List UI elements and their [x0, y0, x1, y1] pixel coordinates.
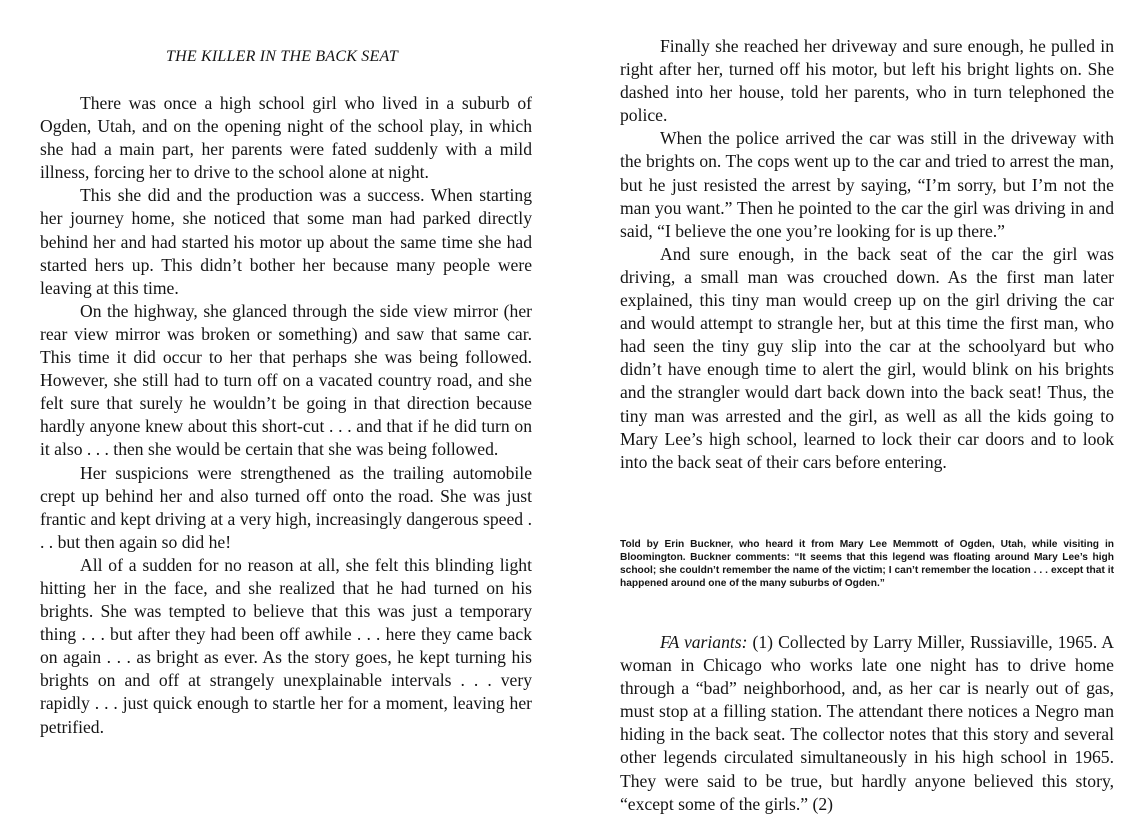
paragraph: And sure enough, in the back seat of the car the girl was driving, a small man was crouched down. As the first man later explained, this tiny man would creep up on the girl driving the car and would attempt to strangle her, but at this time the first man, who had seen the tiny guy slip into the car at the schoolyard but who didn’t have enough time to alert the girl, would blink on his brights and the strangler would dart back down into the back seat! Thus, the tiny man was arrested and the girl, as well as all the kids going to Mary Lee’s high school, learned to lock their car doors and to look into the back seat of their cars before entering.	[620, 243, 1114, 472]
paragraph: On the highway, she glanced through the side view mirror (her rear view mirror was broken or something) and saw that same car. This time it did occur to her that perhaps she was being followed. However, she still had to turn off on a vacated country road, and she felt sure that surely he wouldn’t be going in that direction because hardly anyone knew about this short-cut . . . and that if he did turn on it also . . . then she would be certain that she was being followed.	[40, 300, 532, 460]
paragraph: Her suspicions were strengthened as the trailing automobile crept up behind her and also turned off onto the road. She was just frantic and kept driving at a very high, increasingly dangerous speed . . . but then again so did he!	[40, 462, 532, 552]
left-page-body	[40, 92, 532, 739]
source-note: Told by Erin Buckner, who heard it from Mary Lee Memmott of Ogden, Utah, while visiting in Bloomington. Buckner comments: “It seems that this legend was floating around Mary Lee’s high school; she couldn’t remember the name of the victim; I can’t remember the location . . . except that it happened around one of the many suburbs of Ogden.”	[620, 539, 1114, 590]
paragraph: When the police arrived the car was still in the driveway with the brights on. The cops went up to the car and tried to arrest the man, but he just resisted the arrest by saying, “I’m sorry, but I’m not the man you want.” Then he pointed to the car the girl was driving in and said, “I believe the one you’re looking for is up there.”	[620, 128, 1114, 241]
story-title: THE KILLER IN THE BACK SEAT	[166, 48, 398, 65]
variants-section	[620, 631, 1114, 816]
paragraph: All of a sudden for no reason at all, she felt this blinding light hitting her in the face, and she realized that he had turned on his brights. She was tempted to believe that this was just a temporary thing . . . but after they had been off awhile . . . here they came back on again . . . as bright as ever. As the story goes, he kept turning his brights on and off at strangely unexplainable intervals . . . very rapidly . . . just quick enough to startle her for a moment, leaving her petrified.	[40, 554, 532, 737]
variants-lead: FA variants:	[660, 632, 748, 652]
right-page	[571, 0, 1142, 833]
paragraph: There was once a high school girl who lived in a suburb of Ogden, Utah, and on the opening night of the school play, in which she had a main part, her parents were fated suddenly with a mild illness, forcing her to drive to the school alone at night.	[40, 93, 532, 183]
paragraph: Finally she reached her driveway and sure enough, he pulled in right after her, turned off his motor, but left his bright lights on. She dashed into her house, told her parents, who in turn telephoned the police.	[620, 36, 1114, 126]
right-page-body	[620, 35, 1114, 474]
variants-text: (1) Collected by Larry Miller, Russiaville, 1965. A woman in Chicago who works late one night has to drive home through a “bad” neighborhood, and, as her car is nearly out of gas, must stop at a filling station. The attendant there notices a Negro man hiding in the back seat. The collector notes that this story and several other legends circulated simultaneously in his high school in 1965. They were said to be true, but hardly anyone believed this story, “except some of the girls.” (2)	[620, 632, 1114, 814]
variants-paragraph	[620, 631, 1114, 816]
paragraph: This she did and the production was a success. When starting her journey home, she noticed that some man had parked directly behind her and had started his motor up about the same time she had started hers up. This didn’t bother her because many people were leaving at this time.	[40, 185, 532, 298]
